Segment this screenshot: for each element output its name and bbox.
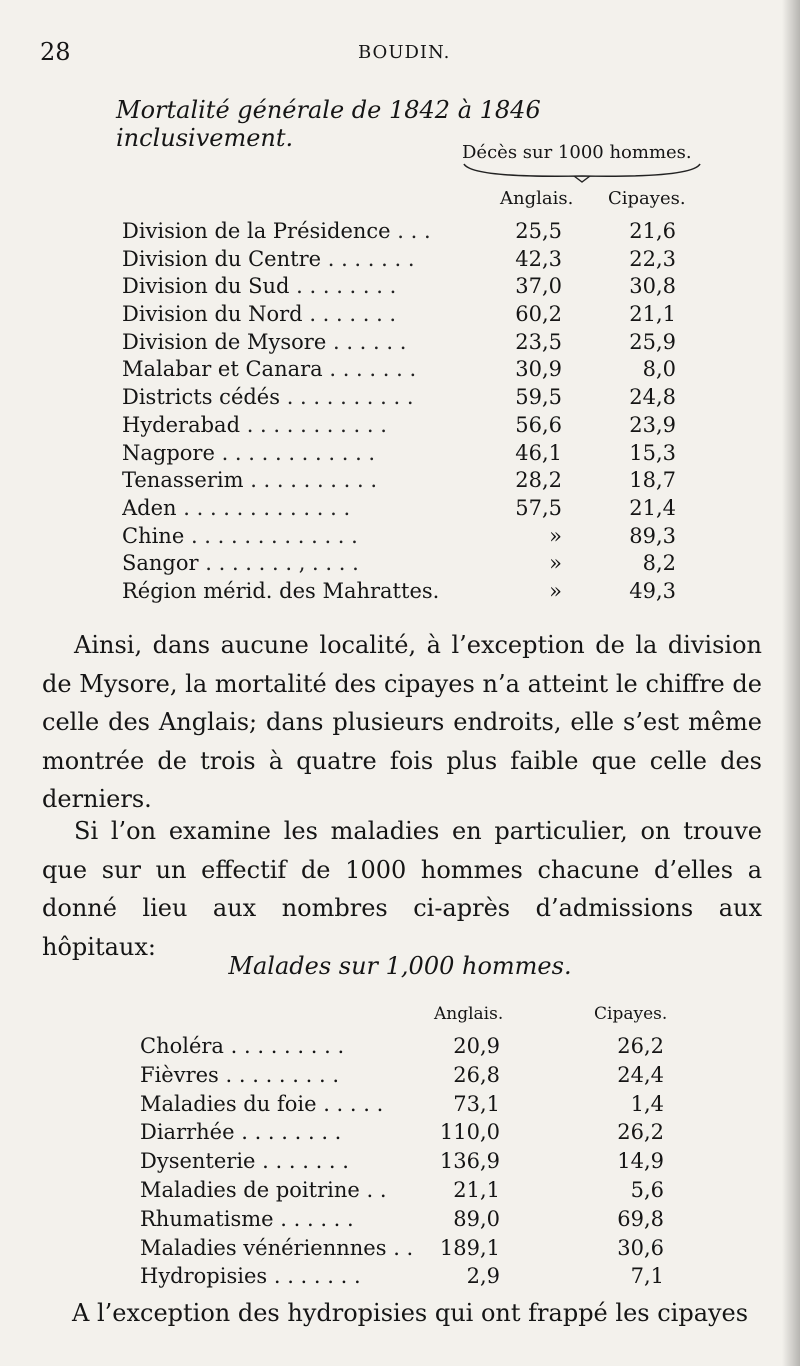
column-header-anglais: Anglais. [434,1004,504,1024]
leader-dots: . . . . . . . . . . [250,468,378,493]
value-anglais: » [549,523,562,548]
row-label [122,550,467,577]
value-anglais: 20,9 [453,1034,500,1058]
page-number: 28 [40,38,71,66]
leader-dots: . . . . . . . [329,357,417,382]
column-header-cipayes: Cipayes. [594,1004,668,1024]
table-row [122,301,722,329]
table-header [122,188,722,218]
leader-dots: . . . [397,219,431,243]
leader-dots: . . . . . . . . . . . . . [183,495,351,520]
leader-dots: . . . . . . . . [296,274,397,299]
leader-dots: . . . . . . . . . [230,1034,345,1058]
table-row [122,329,722,357]
row-label-text: Division du Sud [122,274,290,299]
row-label [122,578,467,605]
table-row [122,495,722,523]
table-row [140,1262,740,1291]
value-anglais: 25,5 [515,219,562,243]
table-header [140,1004,740,1032]
value-cipayes: 26,2 [617,1034,664,1058]
table-row [122,412,722,440]
value-anglais: 136,9 [439,1149,500,1174]
value-cipayes: 21,1 [629,302,676,327]
value-anglais: 28,2 [515,468,562,493]
table2-title: Malades sur 1,000 hommes. [228,952,572,980]
row-label [122,218,467,245]
value-cipayes: 89,3 [629,523,676,548]
table-row [122,218,722,246]
row-label [122,384,467,411]
table-row [122,578,722,606]
row-label [140,1061,425,1089]
row-label-text: Maladies vénériennnes [140,1235,387,1260]
column-header-anglais: Anglais. [500,188,574,209]
row-label-text: Districts cédés [122,385,281,410]
value-cipayes: 26,2 [617,1120,664,1145]
row-label [122,356,467,383]
leader-dots: . . . . . . [332,329,407,354]
row-label [140,1205,425,1233]
value-cipayes: 25,9 [629,329,676,354]
row-label [140,1176,425,1204]
value-anglais: 26,8 [453,1062,500,1087]
leader-dots: . . . . . . . [327,246,415,271]
running-head: BOUDIN. [358,42,451,63]
row-label-text: Hyderabad [122,412,241,437]
table-row [122,356,722,384]
table-row [140,1032,740,1061]
admissions-table [140,1004,740,1291]
value-cipayes: 15,3 [629,440,676,465]
row-label-text: Aden [122,495,177,520]
row-label [122,440,467,467]
value-cipayes: 30,6 [617,1235,664,1260]
value-anglais: 42,3 [515,246,562,271]
value-cipayes: 8,2 [642,551,676,576]
value-anglais: 110,0 [439,1120,500,1145]
value-cipayes: 23,9 [629,412,676,437]
row-label-text: Fièvres [140,1062,219,1087]
value-cipayes: 22,3 [629,246,676,271]
leader-dots: . . . . . . . . [241,1120,342,1145]
row-label-text: Sangor [122,551,199,576]
leader-dots: . . . . . . . . . . . . [221,440,376,465]
leader-dots: . . . . . . . , . . . . [205,551,359,576]
row-label-text: Nagpore [122,440,215,465]
leader-dots: . . . . . . . . . . . [246,412,387,437]
value-anglais: 60,2 [515,302,562,327]
row-label [122,329,467,356]
row-label [140,1147,425,1175]
table-row [140,1205,740,1234]
value-anglais: 46,1 [515,440,562,465]
table-row [122,523,722,551]
paragraph-1 [42,626,762,819]
row-label-text: Malabar et Canara [122,357,323,382]
column-header-cipayes: Cipayes. [608,188,686,209]
leader-dots: . . . . . . . . . . . . . [190,523,358,548]
row-label-text: Rhumatisme [140,1206,274,1231]
leader-dots: . . . . . . . . . . [286,385,414,410]
table-row [122,273,722,301]
table-row [122,440,722,468]
row-label [140,1032,425,1060]
row-label-text: Division de la Présidence [122,219,391,243]
table-row [122,467,722,495]
row-label-text: Maladies de poitrine [140,1177,360,1202]
row-label-text: Choléra [140,1034,224,1058]
value-cipayes: 24,8 [629,385,676,410]
value-cipayes: 18,7 [629,468,676,493]
table1-subheading: Décès sur 1000 hommes. [462,142,692,163]
value-anglais: 30,9 [515,357,562,382]
value-anglais: 56,6 [515,412,562,437]
value-cipayes: 30,8 [629,274,676,299]
row-label-text: Hydropisies [140,1264,268,1289]
row-label [122,467,467,494]
value-cipayes: 49,3 [629,578,676,603]
value-cipayes: 14,9 [617,1149,664,1174]
table-body [122,218,722,606]
value-anglais: 2,9 [466,1264,500,1289]
mortality-table [122,188,722,606]
table-row [140,1118,740,1147]
brace-icon [462,162,702,184]
leader-dots: . . [366,1177,387,1202]
paragraph-text: Ainsi, dans aucune localité, à l’exception de la division de Mysore, la mortalité des cipayes n’a atteint le chiffre de celle des Anglais; dans plusieurs endroits, elle s’est même montrée de trois à quatre fois plus faible que celle des derniers. [42,631,762,813]
row-label-text: Dysenterie [140,1149,256,1174]
value-anglais: 89,0 [453,1206,500,1231]
leader-dots: . . . . . . [280,1206,354,1231]
value-anglais: 21,1 [453,1177,500,1202]
table1-title: Mortalité générale de 1842 à 1846 inclusivement. [116,96,541,152]
row-label-text: Division du Centre [122,246,322,271]
table-row [140,1061,740,1090]
value-anglais: 59,5 [515,385,562,410]
leader-dots: . . . . . . . [273,1264,361,1289]
value-cipayes: 21,4 [629,495,676,520]
value-anglais: 57,5 [515,495,562,520]
row-label-text: Région mérid. des Mahrattes. [122,578,440,603]
row-label [140,1090,425,1118]
leader-dots: . . . . . [323,1091,384,1116]
row-label-text: Division du Nord [122,302,303,327]
row-label-text: Tenasserim [122,468,244,493]
table-row [140,1234,740,1263]
row-label [140,1234,425,1262]
table-row [140,1090,740,1119]
value-cipayes: 7,1 [630,1264,664,1289]
value-anglais: 37,0 [515,274,562,299]
page-edge-shadow [782,0,800,1366]
row-label [122,523,467,550]
value-anglais: 23,5 [515,329,562,354]
value-cipayes: 1,4 [630,1091,664,1116]
row-label [122,246,467,273]
table-row [122,384,722,412]
row-label-text: Chine [122,523,185,548]
table-row [122,550,722,578]
row-label-text: Maladies du foie [140,1091,317,1116]
row-label [122,273,467,300]
value-cipayes: 8,0 [642,357,676,382]
row-label-text: Division de Mysore [122,329,327,354]
row-label [122,412,467,439]
table-row [140,1147,740,1176]
paragraph-2 [42,812,762,966]
value-anglais: » [549,551,562,576]
row-label [140,1262,425,1290]
leader-dots: . . [393,1235,414,1260]
row-label [140,1118,425,1146]
leader-dots: . . . . . . . [309,302,397,327]
value-anglais: 73,1 [453,1091,500,1116]
row-label-text: Diarrhée [140,1120,235,1145]
leader-dots: . . . . . . . [262,1149,349,1174]
value-cipayes: 24,4 [617,1062,664,1087]
page-header [40,38,760,72]
table-body [140,1032,740,1291]
table-row [122,246,722,274]
value-cipayes: 5,6 [630,1177,664,1202]
value-anglais: » [549,578,562,603]
leader-dots: . . . . . . . . . [225,1062,339,1087]
table-row [140,1176,740,1205]
value-anglais: 189,1 [439,1235,500,1260]
paragraph-3: A l’exception des hydropisies qui ont frappé les cipayes [72,1299,749,1327]
value-cipayes: 21,6 [629,219,676,243]
value-cipayes: 69,8 [617,1206,664,1231]
paragraph-text: Si l’on examine les maladies en particulier, on trouve que sur un effectif de 1000 hommes chacune d’elles a donné lieu aux nombres ci-après d’admissions aux hôpitaux: [42,817,762,961]
row-label [122,495,467,522]
row-label [122,301,467,328]
